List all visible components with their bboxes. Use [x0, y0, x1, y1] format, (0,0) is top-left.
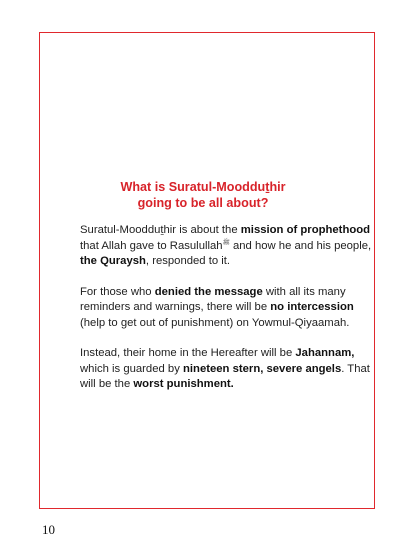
paragraph-mission — [80, 223, 376, 270]
text-span: (help to get out of punishment) on Yowmul-Qiyaamah. — [80, 316, 350, 329]
text-span: which is guarded by — [80, 362, 183, 375]
page-number: 10 — [42, 522, 55, 537]
text-span: For those who — [80, 285, 155, 298]
bold-phrase: the Quraysh — [80, 255, 146, 267]
section-heading — [80, 179, 326, 211]
honorific-symbol: ﷺ — [222, 239, 230, 246]
paragraph-punishment — [80, 346, 376, 393]
heading-line-1: What is Suratul-Moodduṯhir — [120, 180, 286, 194]
bold-phrase: nineteen stern, severe angels — [183, 362, 342, 375]
text-span: . That will be the — [80, 362, 370, 390]
bold-phrase: Jahannam, — [295, 347, 355, 359]
text-span: Instead, their home in the Hereafter will be — [80, 347, 296, 359]
bold-phrase: no intercession — [270, 301, 354, 313]
bold-phrase: mission of prophethood — [240, 224, 371, 236]
text-span: that Allah gave to Rasulullah — [80, 239, 223, 252]
paragraph-denial — [80, 285, 376, 332]
text-span: with all its many reminders and warnings, there will be — [80, 285, 346, 313]
bold-phrase: worst punishment. — [133, 378, 234, 390]
text-span: , responded to it. — [145, 255, 231, 267]
heading-line-2: going to be all about? — [137, 196, 269, 210]
content-block — [80, 179, 376, 408]
text-span: Suratul-Moodduṯhir is about the — [80, 224, 241, 236]
bold-phrase: denied the message — [154, 285, 263, 298]
text-span: and how he and his people, — [229, 239, 372, 252]
